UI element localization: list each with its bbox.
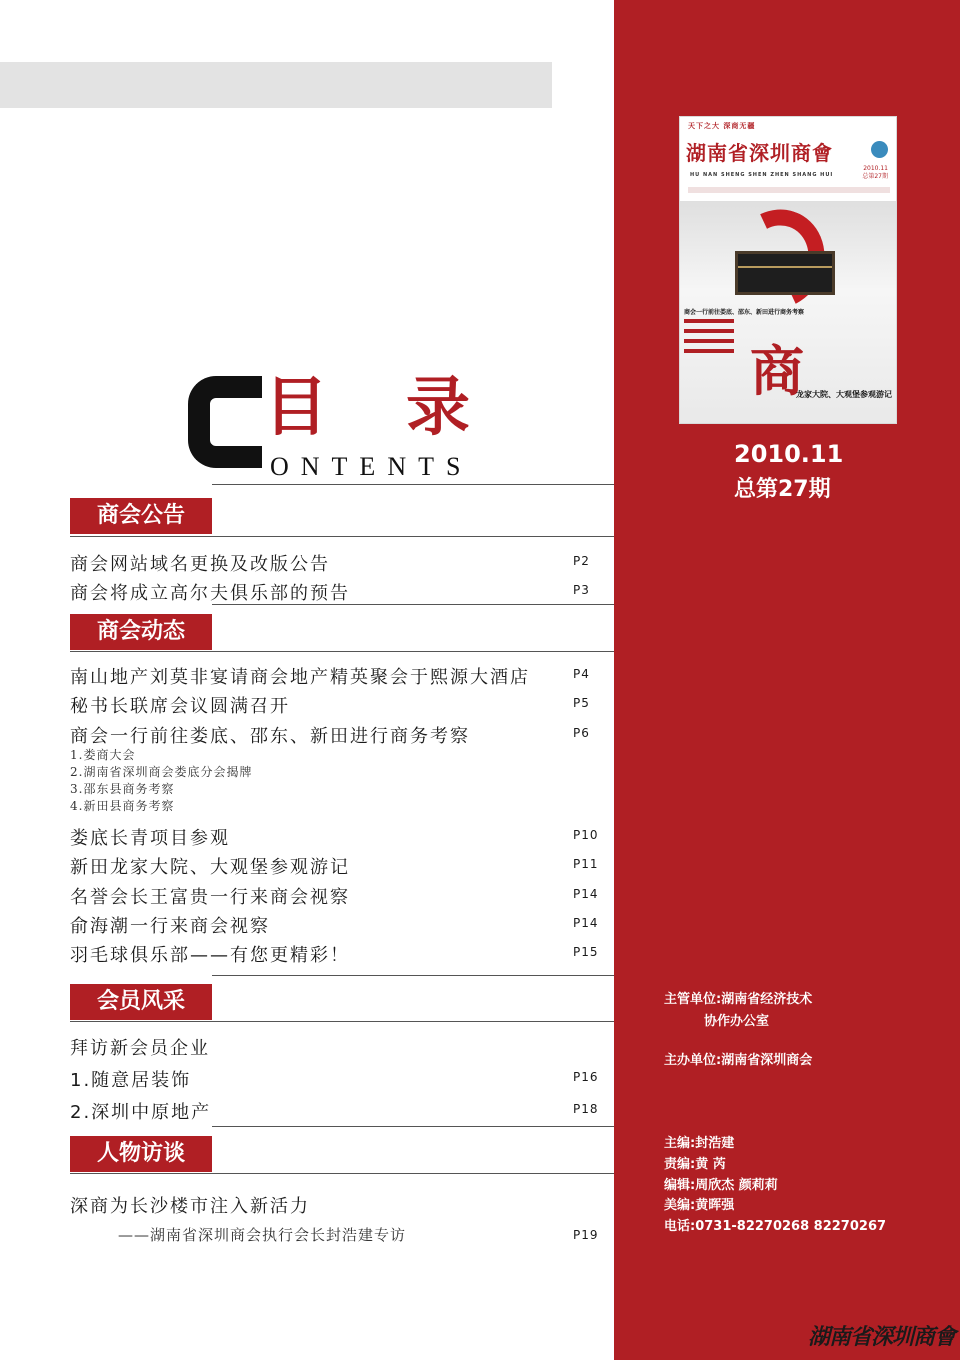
- toc-entry-page: P2: [573, 554, 590, 568]
- cover-issue: 2010.11 总第27期: [862, 165, 888, 180]
- toc-entry-page: P16: [573, 1070, 599, 1084]
- toc-entry-page: P11: [573, 857, 599, 871]
- header-bar: [0, 62, 552, 108]
- toc-entry[interactable]: [70, 1066, 600, 1090]
- brand-logo-text: 湖南省深圳商會: [808, 1324, 956, 1350]
- cover-slogan: 天下之大 深商无疆: [688, 122, 756, 130]
- toc-entry-page: P3: [573, 583, 590, 597]
- toc-subitem: 3.邵东县商务考察: [70, 782, 175, 796]
- masthead-supervisor: 主管单位:湖南省经济技术: [664, 992, 813, 1007]
- section-rule: [70, 536, 614, 537]
- toc-entry[interactable]: [70, 692, 600, 716]
- toc-entry-title: 商会网站域名更换及改版公告: [70, 554, 330, 575]
- section-heading: 会员风采: [70, 984, 212, 1020]
- toc-entry-page: P5: [573, 696, 590, 710]
- cover-headline: 商会一行前往娄底、邵东、新田进行商务考察: [684, 309, 805, 316]
- toc-subitem: 1.娄商大会: [70, 748, 136, 762]
- toc-entry[interactable]: [70, 1098, 600, 1122]
- toc-entry-page: P6: [573, 726, 590, 740]
- toc-entry-page: P19: [573, 1228, 599, 1242]
- section-rule: [212, 1126, 614, 1127]
- toc-entry[interactable]: [70, 824, 600, 848]
- cover-title: 湖南省深圳商會: [686, 141, 833, 165]
- toc-entry-subtitle: ——湖南省深圳商会执行会长封浩建专访: [118, 1226, 407, 1244]
- toc-entry[interactable]: [70, 663, 600, 687]
- toc-entry-title: 商会一行前往娄底、邵东、新田进行商务考察: [70, 726, 470, 747]
- cover-brush-char: 商: [750, 339, 804, 403]
- toc-entry-page: P18: [573, 1102, 599, 1116]
- toc-entry-title: 新田龙家大院、大观堡参观游记: [70, 857, 350, 878]
- abacus-icon: [735, 251, 835, 295]
- magazine-cover: [679, 116, 897, 424]
- section-heading: 人物访谈: [70, 1136, 212, 1172]
- toc-entry[interactable]: [70, 941, 600, 965]
- toc-entry-page: P4: [573, 667, 590, 681]
- cover-bullets: [684, 319, 734, 359]
- toc-entry[interactable]: [70, 912, 600, 936]
- section-rule: [70, 1173, 614, 1174]
- cover-footer: 龙家大院、大观堡参观游记: [796, 390, 892, 399]
- section-rule: [70, 1021, 614, 1022]
- toc-entry-page: P14: [573, 916, 599, 930]
- cover-strip: [688, 187, 890, 193]
- toc-entry-intro: [70, 1034, 600, 1058]
- masthead-art-editor: 美编:黄晖强: [664, 1198, 735, 1213]
- toc-entry[interactable]: [70, 853, 600, 877]
- issue-number: 总第27期: [734, 477, 831, 502]
- section-rule: [212, 604, 614, 605]
- masthead-editors: 编辑:周欣杰 颜莉莉: [664, 1178, 778, 1193]
- cover-photo: [680, 201, 897, 424]
- page-title: 目录: [264, 370, 548, 445]
- toc-entry-title: 俞海潮一行来商会视察: [70, 916, 270, 937]
- toc-entry-title: 南山地产刘莫非宴请商会地产精英聚会于熙源大酒店: [70, 667, 530, 688]
- section-rule: [212, 484, 614, 485]
- toc-entry[interactable]: [70, 550, 600, 574]
- contents-c-letter: [188, 376, 262, 468]
- toc-entry-page: P10: [573, 828, 599, 842]
- issue-date: 2010.11: [734, 440, 844, 468]
- toc-entry-title: 娄底长青项目参观: [70, 828, 230, 849]
- masthead-responsible-editor: 责编:黄 芮: [664, 1157, 726, 1172]
- toc-entry-title: 1.随意居装饰: [70, 1070, 192, 1091]
- section-rule: [212, 975, 614, 976]
- section-heading: 商会公告: [70, 498, 212, 534]
- masthead-supervisor-cont: 协作办公室: [704, 1014, 770, 1029]
- toc-entry[interactable]: [70, 1192, 600, 1216]
- toc-entry-title: 商会将成立高尔夫俱乐部的预告: [70, 583, 350, 604]
- toc-entry[interactable]: [70, 722, 600, 746]
- toc-entry-title: 秘书长联席会议圆满召开: [70, 696, 290, 717]
- section-heading: 商会动态: [70, 614, 212, 650]
- toc-entry-title: 名誉会长王富贵一行来商会视察: [70, 887, 350, 908]
- toc-entry-title: 2.深圳中原地产: [70, 1102, 212, 1123]
- toc-entry-title: 深商为长沙楼市注入新活力: [70, 1196, 310, 1217]
- globe-logo-icon: [871, 141, 888, 158]
- page-title-en: ONTENTS: [270, 452, 473, 481]
- toc-entry[interactable]: [70, 883, 600, 907]
- toc-entry-page: P14: [573, 887, 599, 901]
- masthead-phone: 电话:0731-82270268 82270267: [664, 1219, 887, 1234]
- toc-entry[interactable]: [70, 579, 600, 603]
- masthead-chief-editor: 主编:封浩建: [664, 1136, 735, 1151]
- section-rule: [70, 651, 614, 652]
- toc-subitem: 4.新田县商务考察: [70, 799, 175, 813]
- toc-entry-title: 羽毛球俱乐部——有您更精彩！: [70, 945, 350, 966]
- toc-subitem: 2.湖南省深圳商会娄底分会揭牌: [70, 765, 253, 779]
- cover-pinyin: HU NAN SHENG SHEN ZHEN SHANG HUI: [690, 172, 834, 178]
- toc-entry-page: P15: [573, 945, 599, 959]
- toc-entry-page-row: [70, 1224, 600, 1248]
- masthead-sponsor: 主办单位:湖南省深圳商会: [664, 1053, 813, 1068]
- toc-entry-title: 拜访新会员企业: [70, 1038, 210, 1059]
